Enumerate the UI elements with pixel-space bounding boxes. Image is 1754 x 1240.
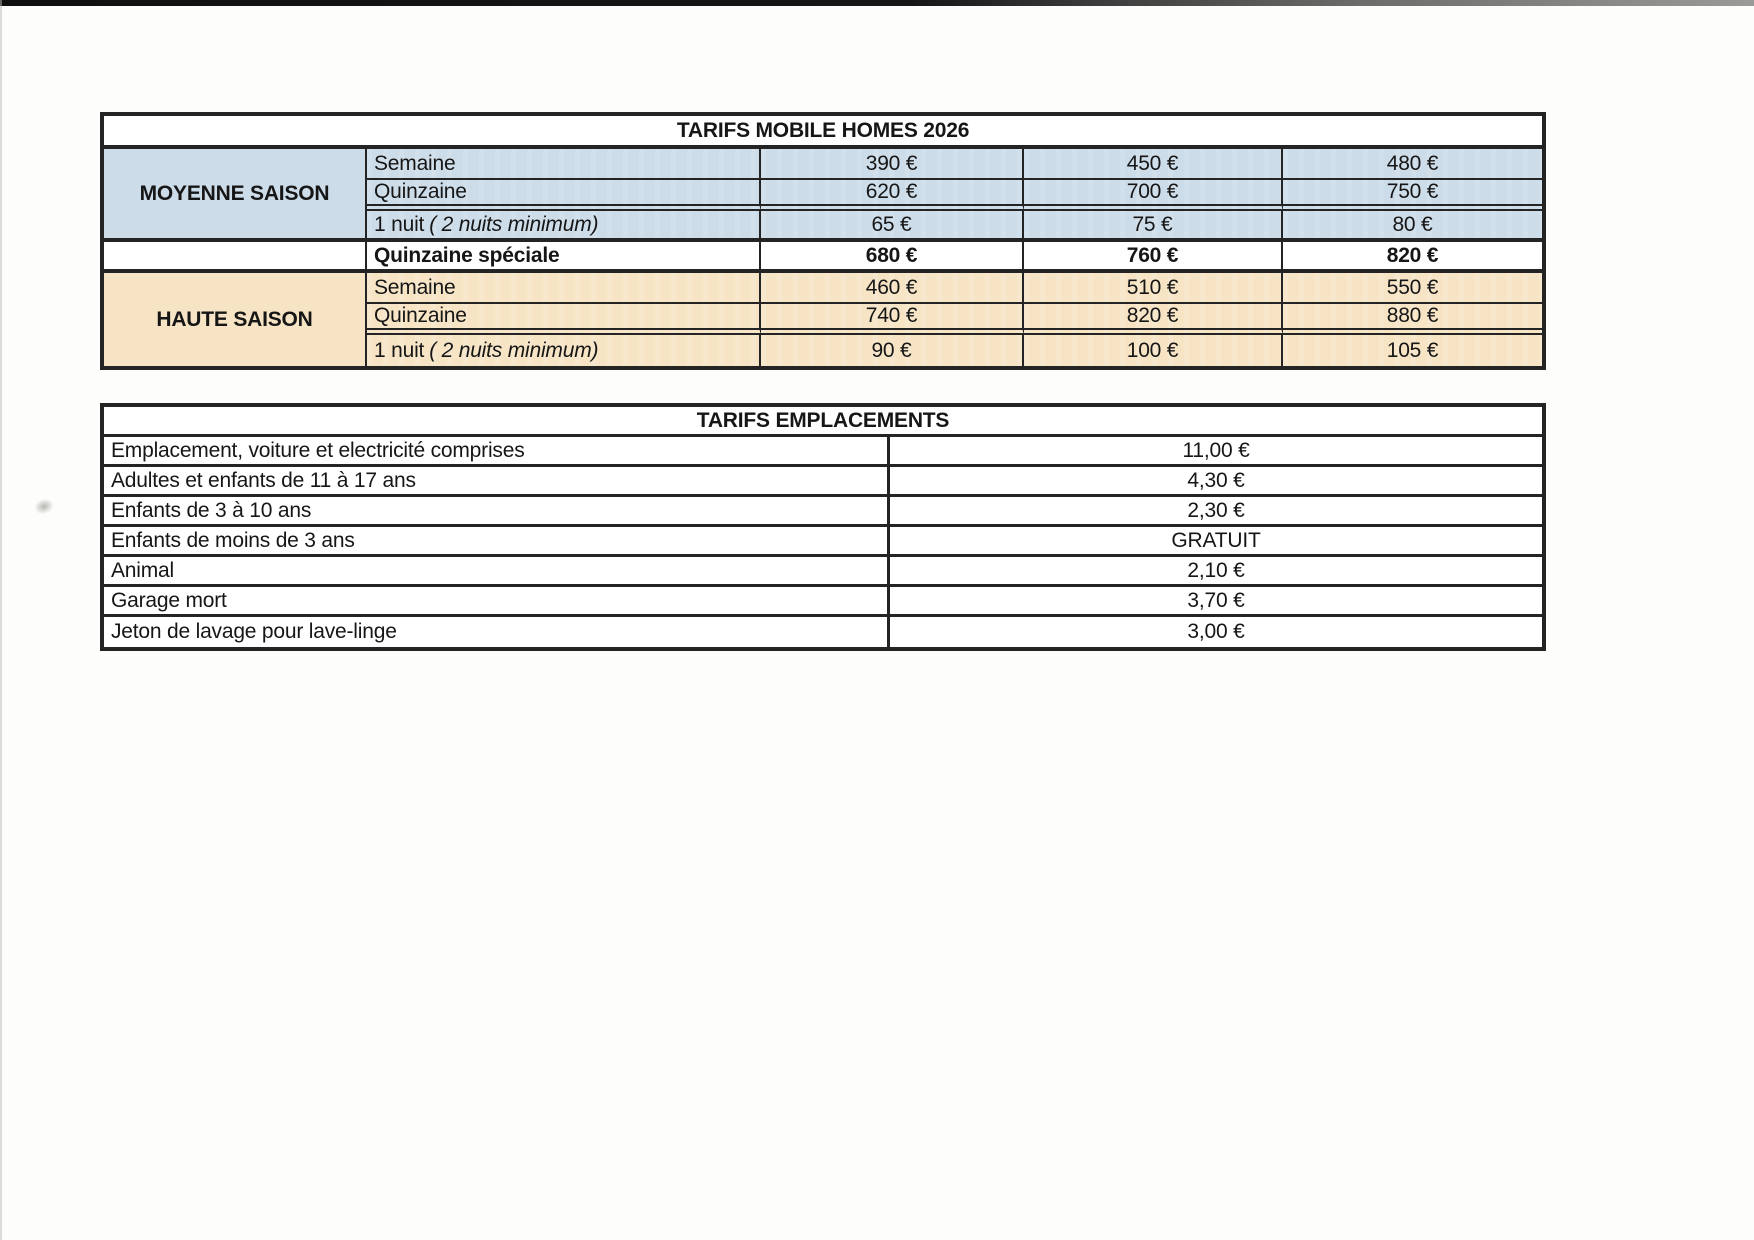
scanner-artifact-top-strip <box>0 0 1754 6</box>
row-label-animal: Animal <box>104 557 890 587</box>
row-label-adultes: Adultes et enfants de 11 à 17 ans <box>104 467 890 497</box>
row-label-text: 1 nuit <box>374 212 425 236</box>
price-cell: 760 € <box>1024 242 1283 273</box>
row-label-haute-semaine: Semaine <box>367 273 761 304</box>
row-label-moyenne-semaine: Semaine <box>367 149 761 180</box>
season-cell-moyenne: MOYENNE SAISON <box>104 149 367 242</box>
row-label-haute-1-nuit <box>367 335 761 366</box>
price-cell: 510 € <box>1024 273 1283 304</box>
mobile-homes-table <box>100 112 1546 370</box>
row-label-enfants-moins-3: Enfants de moins de 3 ans <box>104 527 890 557</box>
price-cell: 2,10 € <box>890 557 1542 587</box>
price-cell: 450 € <box>1024 149 1283 180</box>
price-cell: 3,00 € <box>890 617 1542 647</box>
mobile-homes-table-title: TARIFS MOBILE HOMES 2026 <box>104 116 1542 149</box>
price-cell: 680 € <box>761 242 1024 273</box>
price-cell: 820 € <box>1283 242 1542 273</box>
row-label-text: 1 nuit <box>374 338 425 362</box>
row-label-note-italic: ( 2 nuits minimum) <box>429 212 599 236</box>
price-cell: 390 € <box>761 149 1024 180</box>
row-label-quinzaine-speciale: Quinzaine spéciale <box>367 242 761 273</box>
season-cell-empty <box>104 242 367 273</box>
price-cell: 700 € <box>1024 180 1283 211</box>
row-label-emplacement: Emplacement, voiture et electricité comprises <box>104 437 890 467</box>
row-label-moyenne-quinzaine: Quinzaine <box>367 180 761 211</box>
price-cell: 480 € <box>1283 149 1542 180</box>
row-label-enfants-3-10: Enfants de 3 à 10 ans <box>104 497 890 527</box>
price-cell: 105 € <box>1283 335 1542 366</box>
price-cell: 65 € <box>761 211 1024 242</box>
scanner-artifact-left-edge <box>0 0 2 1240</box>
price-cell: 80 € <box>1283 211 1542 242</box>
row-label-jeton-lavage: Jeton de lavage pour lave-linge <box>104 617 890 647</box>
price-cell: 820 € <box>1024 304 1283 335</box>
price-cell: 11,00 € <box>890 437 1542 467</box>
season-cell-haute: HAUTE SAISON <box>104 273 367 366</box>
emplacements-table-title: TARIFS EMPLACEMENTS <box>104 407 1542 437</box>
price-cell: 3,70 € <box>890 587 1542 617</box>
price-cell: 100 € <box>1024 335 1283 366</box>
price-cell: 550 € <box>1283 273 1542 304</box>
row-label-haute-quinzaine: Quinzaine <box>367 304 761 335</box>
price-cell: 460 € <box>761 273 1024 304</box>
emplacements-table <box>100 403 1546 651</box>
price-cell: 740 € <box>761 304 1024 335</box>
scan-smudge-mark <box>32 496 56 516</box>
price-cell: GRATUIT <box>890 527 1542 557</box>
price-cell: 4,30 € <box>890 467 1542 497</box>
row-label-moyenne-1-nuit <box>367 211 761 242</box>
price-cell: 880 € <box>1283 304 1542 335</box>
price-cell: 750 € <box>1283 180 1542 211</box>
row-label-note-italic: ( 2 nuits minimum) <box>429 338 599 362</box>
price-cell: 75 € <box>1024 211 1283 242</box>
row-label-garage-mort: Garage mort <box>104 587 890 617</box>
price-cell: 90 € <box>761 335 1024 366</box>
price-cell: 2,30 € <box>890 497 1542 527</box>
price-cell: 620 € <box>761 180 1024 211</box>
